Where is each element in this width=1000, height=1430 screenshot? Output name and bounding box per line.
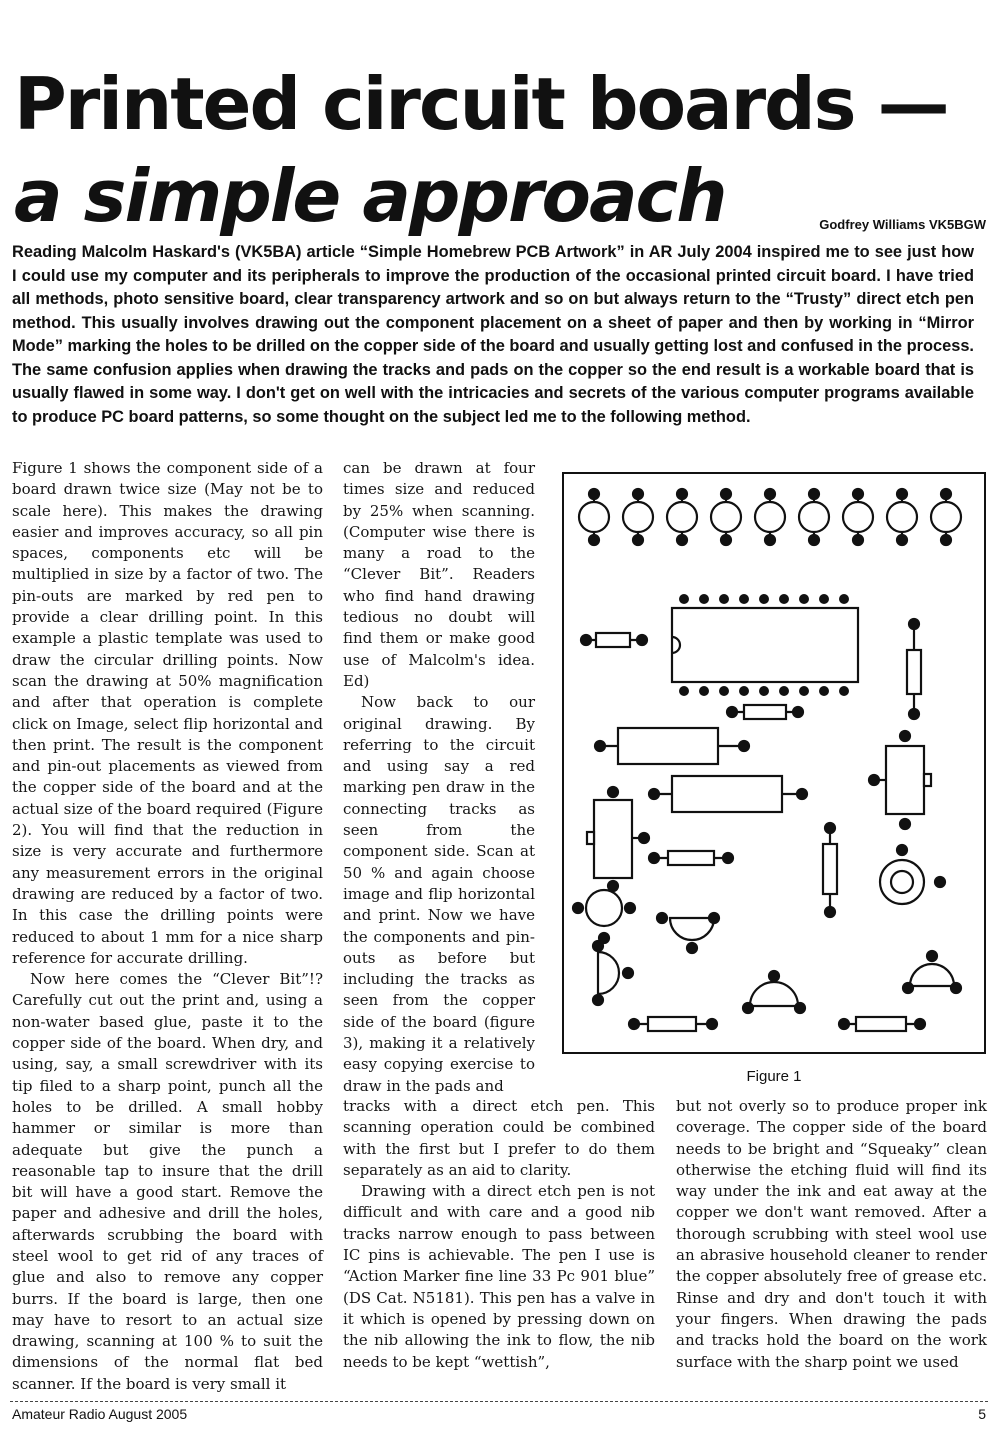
- col1-paragraph-2: Now here comes the “Clever Bit”!? Carefully cut out the print and, using a non-water based glue, paste it to the copper side of the board. When dry, and using, say, a small screwdriver with its tip filed to a sharp point, punch all the holes to be drilled. A small hobby hammer or similar is more than adequate but give the punch a reasonable tap to insure that the drill bit will have a good start. Remove the paper and adhesive and drill the holes, afterwards scrubbing the board with steel wool to get rid of any traces of glue and also to remove any copper burrs. If the board is large, then one may have to resort to an actual size drawing, scanning at 100 % to suit the dimensions of the normal flat bed scanner. If the board is very small it: [12, 970, 323, 1393]
- round-pad: [843, 489, 873, 545]
- footer-divider: [10, 1401, 988, 1402]
- title-line-1: Printed circuit boards —: [14, 62, 948, 146]
- col1-paragraph-1: Figure 1 shows the component side of a board drawn twice size (May not be to scale here). This makes the drawing easier and improves accuracy, so all pin spaces, components etc will be multiplied in size by a factor of two. The pin-outs are marked by red pen to provide a clear drilling point. In this example a plastic template was used to draw the circular drilling points. Now scan the drawing at 50% magnification and after that operation is complete click on Image, select flip horizontal and then print. The result is the component and pin-out placements as viewed from the copper side of the board and at the actual size of the board required (Figure 2). You will find that the reduction in size is very accurate and furthermore any measurement errors in the original drawing are reduced by a factor of two. In this case the drilling points were reduced to about 1 mm for a nice sharp reference for accurate drilling.: [12, 459, 323, 967]
- page-number: 5: [978, 1406, 986, 1422]
- trimmer-right: [869, 731, 931, 829]
- resistor: [907, 619, 921, 719]
- round-pad: [887, 489, 917, 545]
- title-line-2: a simple approach: [14, 154, 726, 238]
- figure-1-pcb-drawing: [562, 472, 986, 1054]
- resistor: [823, 823, 837, 917]
- round-pad: [711, 489, 741, 545]
- column-2-bottom: [343, 1096, 655, 1373]
- col2-paragraph-3: tracks with a direct etch pen. This scanning operation could be combined with the first but I prefer to do them separately as an aid to clarity.: [343, 1097, 655, 1179]
- col2-paragraph-4: Drawing with a direct etch pen is not difficult and with care and a good nib tracks narrow enough to pass between IC pins is achievable. The pen I use is “Action Marker fine line 33 Pc 901 blue” (DS Cat. N5181). This pen has a valve in it which is opened by pressing down on the nib allowing the ink to flow, the nib needs to be kept “wettish”,: [343, 1182, 655, 1371]
- round-pad: [667, 489, 697, 545]
- round-pad: [931, 489, 961, 545]
- transistor-d-shape: [657, 913, 719, 953]
- intro-paragraph: Reading Malcolm Haskard's (VK5BA) article “Simple Homebrew PCB Artwork” in AR July 2004 inspired me to see just how I could use my computer and its peripherals to improve the production of the occasional printed circuit board. I have tried all methods, photo sensitive board, clear transparency artwork and so on but always return to the “Trusty” direct etch pen method. This usually involves drawing out the component placement on a sheet of paper and then by working in “Mirror Mode” marking the holes to be drilled on the copper side of the board and usually getting lost and confused in the process. The same confusion applies when drawing the tracks and pads on the copper so the end result is a workable board that is usually flawed in some way. I don't get on well with the intricacies and secrets of the various computer programs available to produce PC board patterns, so some thought on the subject led me to the following method.: [12, 243, 974, 426]
- transistor-round: [573, 890, 635, 943]
- resistor: [839, 1017, 925, 1031]
- ring-pad: [880, 845, 945, 904]
- resistor: [581, 633, 647, 647]
- round-pad: [755, 489, 785, 545]
- col2-paragraph-2: Now back to our original drawing. By referring to the circuit and using say a red marking pen draw in the connecting tracks as seen from the component side. Scan at 50 % and again choose image and flip horizontal and print. Now we have the components and pin-outs as before but including the tracks as seen from the copper side of the board (figure 3), making it a relatively easy copying exercise to draw in the pads and: [343, 693, 535, 1095]
- col2-paragraph-1: can be drawn at four times size and reduced by 25% when scanning. (Computer wise there is many a road to the “Clever Bit”. Readers who find hand drawing tedious no doubt will find them or make good use of Malcolm's idea. Ed): [343, 459, 535, 690]
- figure-caption: Figure 1: [746, 1068, 802, 1085]
- transistor-d-shape: [593, 941, 633, 1005]
- resistor: [649, 851, 733, 865]
- article-title: [14, 58, 994, 242]
- resistor: [629, 1017, 717, 1031]
- pcb-layout-drawing: [564, 474, 984, 1052]
- column-2-top: [343, 458, 535, 1097]
- round-pad: [579, 489, 609, 545]
- column-3: [676, 1096, 987, 1373]
- resistor: [595, 728, 749, 764]
- transistor-d-shape: [743, 971, 805, 1013]
- col3-paragraph-1: but not overly so to produce proper ink coverage. The copper side of the board needs to be bright and “Squeaky” clean otherwise the etching fluid will find its way under the ink and eat away at the copper we don't want removed. After a thorough scrubbing with steel wool use an abrasive household cleaner to render the copper absolutely free of grease etc. Rinse and dry and don't touch it with your fingers. When drawing the pads and tracks hold the board on the work surface with the sharp point we used: [676, 1097, 987, 1371]
- resistor: [649, 776, 807, 812]
- author-byline: Godfrey Williams VK5BGW: [819, 217, 986, 232]
- ic-chip: [672, 594, 858, 696]
- round-pad-row: [579, 489, 961, 545]
- resistor: [727, 705, 803, 719]
- transistor-d-shape: [903, 951, 961, 993]
- column-1: [12, 458, 323, 1395]
- footer-publication: Amateur Radio August 2005: [12, 1406, 188, 1422]
- round-pad: [799, 489, 829, 545]
- trimmer-left: [587, 787, 649, 891]
- round-pad: [623, 489, 653, 545]
